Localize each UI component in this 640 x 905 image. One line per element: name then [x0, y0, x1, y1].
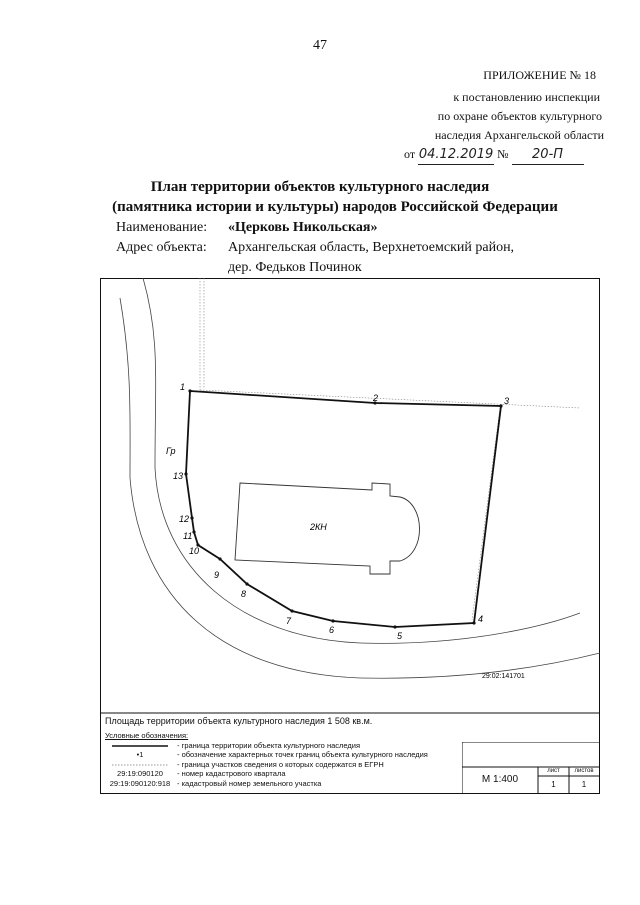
object-address-row	[116, 240, 514, 256]
sheet-value: 1	[551, 780, 556, 789]
road-label: Гр	[166, 446, 176, 456]
legend-text: - граница участков сведения о которых содержатся в ЕГРН	[177, 759, 384, 769]
legend-item-parcel	[105, 778, 322, 789]
page-number: 47	[313, 38, 327, 53]
object-name-row	[116, 220, 377, 236]
point-label-11: 11	[183, 531, 193, 541]
legend-title: Условные обозначения:	[105, 731, 189, 740]
name-value: «Церковь Никольская»	[228, 220, 378, 235]
handwritten-date: 04.12.2019	[418, 145, 494, 165]
appendix-title: ПРИЛОЖЕНИЕ № 18	[483, 68, 596, 82]
appendix-line-3: наследия Архангельской области	[434, 128, 604, 142]
territory-boundary	[186, 391, 501, 627]
boundary-point-3	[499, 404, 502, 407]
sheets-value: 1	[581, 780, 587, 789]
legend-item-territory-border	[105, 740, 361, 751]
sheet-label: лист	[547, 768, 560, 774]
boundary-point-4	[472, 621, 475, 624]
handwritten-number: 20-П	[512, 145, 584, 165]
boundary-point-1	[188, 389, 191, 392]
boundary-point-6	[331, 619, 334, 622]
point-label-12: 12	[179, 514, 190, 524]
legend-text: - обозначение характерных точек границ объекта культурного наследия	[177, 750, 428, 760]
boundary-point-7	[290, 609, 293, 612]
point-label-2: 2	[373, 393, 379, 403]
sheets-label: листов	[574, 768, 594, 774]
point-label-10: 10	[189, 546, 200, 556]
territory-map-drawing	[100, 278, 600, 714]
boundary-point-5	[393, 625, 396, 628]
point-label-4: 4	[478, 614, 484, 624]
legend-item-quarter	[105, 769, 286, 779]
appendix-line-2: по охране объектов культурного	[437, 109, 602, 123]
plan-title-line-1: План территории объектов культурного наследия	[150, 179, 490, 195]
territory-map	[100, 278, 600, 714]
cadastral-quarter-label: 29:02:141701	[482, 673, 525, 680]
boundary-point-12	[190, 516, 193, 519]
legend	[105, 731, 428, 789]
church-building	[235, 483, 420, 574]
road-edge-outer	[120, 298, 600, 678]
boundary-point-8	[245, 582, 248, 585]
point-label-9: 9	[214, 570, 220, 580]
legend-item-egrn-border	[105, 759, 384, 770]
point-label-6: 6	[329, 625, 335, 635]
point-label-13: 13	[173, 471, 184, 481]
address-line-2: дер. Федьков Починок	[228, 260, 362, 275]
boundary-point-9	[218, 557, 221, 560]
from-prefix: от	[404, 147, 416, 161]
area-statement: Площадь территории объекта культурного наследия 1 508 кв.м.	[105, 716, 373, 726]
legend-text: - номер кадастрового квартала	[177, 769, 286, 779]
plan-title-line-2: (памятника истории и культуры) народов Российской Федерации	[112, 199, 558, 215]
boundary-points	[184, 389, 502, 628]
point-label-3: 3	[504, 396, 510, 406]
point-label-7: 7	[286, 616, 292, 626]
boundary-point-13	[184, 472, 187, 475]
scale-value: М 1:400	[481, 774, 519, 785]
number-prefix: №	[497, 147, 509, 161]
boundary-point-11	[192, 530, 195, 533]
address-label: Адрес объекта:	[116, 240, 207, 255]
point-label-8: 8	[241, 589, 247, 599]
appendix-date-line	[404, 145, 600, 165]
point-label-5: 5	[397, 631, 403, 641]
road-edge-inner	[143, 278, 580, 643]
point-label-1: 1	[180, 382, 186, 392]
legend-symbol-parcel: 29:19:090120:918	[109, 778, 171, 788]
building-label: 2КН	[310, 522, 327, 532]
legend-text: - кадастровый номер земельного участка	[177, 778, 322, 788]
name-label: Наименование:	[116, 220, 208, 235]
legend-text: - граница территории объекта культурного наследия	[177, 740, 361, 750]
legend-item-points	[105, 750, 428, 760]
address-line-1: Архангельская область, Верхнетоемский район,	[228, 240, 515, 255]
boundary-point-labels	[173, 382, 509, 641]
appendix-line-1: к постановлению инспекции	[453, 90, 600, 104]
legend-symbol-point: •1	[136, 750, 144, 760]
legend-symbol-quarter: 29:19:090120	[117, 769, 163, 779]
